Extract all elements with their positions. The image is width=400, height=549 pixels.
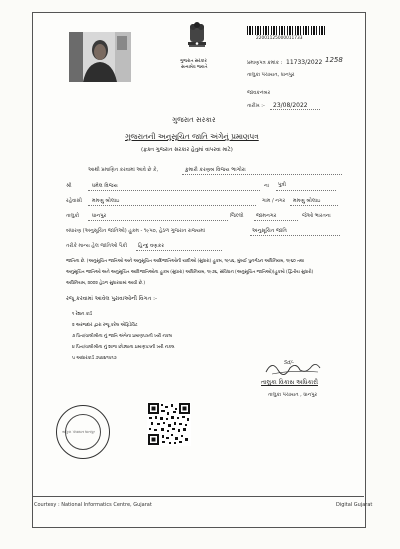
footer-divider: [33, 496, 364, 497]
taluka: ધાનપુર: [92, 213, 107, 219]
father-name: ધમેલ વિજય: [92, 183, 118, 189]
qr-code: [147, 402, 191, 446]
caste-category: અનુસૂચિત જાતિ: [252, 228, 287, 234]
proof-title: રજૂ કરવામાં આવેલ પુરાવાઓની વિગત :-: [66, 296, 157, 302]
legal-para-3: અધિનિયમ, ૨૦૦૨ હેઠળ સુધારવામાં આવી છે.): [66, 281, 146, 286]
outward-no-label: જાવકનંબર: [247, 90, 271, 96]
cert-no: 11733/2022: [286, 59, 323, 66]
applicant-name: કુમારી કરણબ વિજય ભાગોરા: [185, 167, 246, 173]
shri-label: શ્રી: [66, 183, 72, 189]
village-town: મમણુ બોલાઇ: [293, 198, 321, 204]
certify-prefix: આથી પ્રમાણિત કરવામાં આવે છે કે,: [88, 167, 159, 173]
certificate-heading: ગુજરાતની અનુસૂચિત જાતિ અંગેનું પ્રમાણપત્ર: [125, 132, 259, 141]
barcode-number: 22001125000011733: [256, 36, 303, 41]
issue-date: 23/08/2022: [273, 102, 308, 109]
district-label: જિલ્લો: [230, 213, 244, 219]
district: જામનગર: [256, 213, 277, 219]
village-label: ગામ / નગર: [262, 198, 286, 204]
nationality-text: જેઓ ભારતના: [302, 213, 331, 219]
signatory-title: તાલુકા વિકાસ અધિકારી: [261, 379, 318, 386]
proof-item: ૪ પિતા/વાલીશ્રીના નું શાળા છોડ્યાના પ્રમાણપત્રની ખરી નકલ: [72, 345, 175, 350]
certificate-subheading: (ફક્ત ગુજરાત સરકાર હેતુમાં વાપરવા માટે): [141, 147, 233, 153]
seal-text: તાલુકા પંચાયત ધાનપુર: [62, 430, 95, 434]
signatory-office: તાલુકા પંચાયત , ધાનપુર: [268, 392, 318, 398]
proof-item: ૫ આધારકાર્ડ ૭૫૪૪૧૫૧૭: [72, 356, 117, 361]
signature-mark: Sd/-: [284, 360, 294, 366]
village-name: મમણુ બોલાઇ: [92, 198, 120, 204]
proof-item: ૨ અરજદાર દ્વારા રજૂ કરેલ એફિડેવિટ: [72, 323, 138, 328]
caste-line-label: તરીકે માન્ય હેલ જાતિઓ પૈકી: [66, 243, 128, 249]
logo-motto: સત્યમેવ જયતે: [181, 65, 208, 70]
relation-label: ના: [264, 183, 269, 189]
barcode: [247, 26, 325, 35]
date-label: તારીખ :-: [247, 103, 265, 109]
legal-para-1: જાતિના છે. (અનુસૂચિત જાતિઓ અને અનુસૂચિત આદિજાતિઓની યાદીઓ (સુધારા) હુકમ, ૧૯૫૬, મુંબઈ પુનર્ગઠન અધિનિયમ, ૧૯૬૦ તથા: [66, 259, 305, 264]
footer-brand: Digital Gujarat: [336, 502, 373, 508]
state-emblem-icon: [180, 20, 214, 58]
proof-item: ૩ પિતા/વાલીશ્રીના નું જાતિ અંગેના પ્રમાણપત્રની ખરી નકલ: [72, 334, 172, 339]
cert-no-label: પ્રમાણપત્ર ક્રમાંક :: [247, 60, 283, 66]
footer-courtesy: Courtesy : National Informatics Centre, Gujarat: [34, 502, 152, 508]
logo-caption: ગુજરાત સરકાર: [180, 59, 207, 64]
handwritten-register-no: 1258: [325, 56, 343, 64]
caste-name: હિન્દુ વણકર: [138, 243, 165, 249]
legal-para-2: અનુસૂચિત જાતિઓ અને અનુસૂચિત આદિજાતિઓના હુકમ (સુધારા) અધિનિયમ, ૧૯૭૬, સંવિધાન (અનુસૂચિત જાતિઓ)(હુકમો (દ્વિતીય સુધારો): [66, 270, 314, 275]
residence-label: રહેવાસી: [66, 198, 82, 204]
applicant-photo: [69, 32, 131, 82]
relation: પુત્રી: [278, 182, 287, 188]
issuing-office: તાલુકા પંચાયત, ધાનપુર: [247, 72, 295, 78]
govt-title: ગુજરાત સરકાર: [172, 116, 216, 124]
constitution-order-text: બંધારણ (અનુસૂચિત જાતિઓ) હુકમ - ૧૯૫૦, હેઠળ ગુજરાત રાજ્યમાં: [66, 228, 206, 234]
taluka-label: તાલુકો: [66, 213, 80, 219]
proof-item: ૧ રેશન કાર્ડ: [72, 312, 93, 317]
